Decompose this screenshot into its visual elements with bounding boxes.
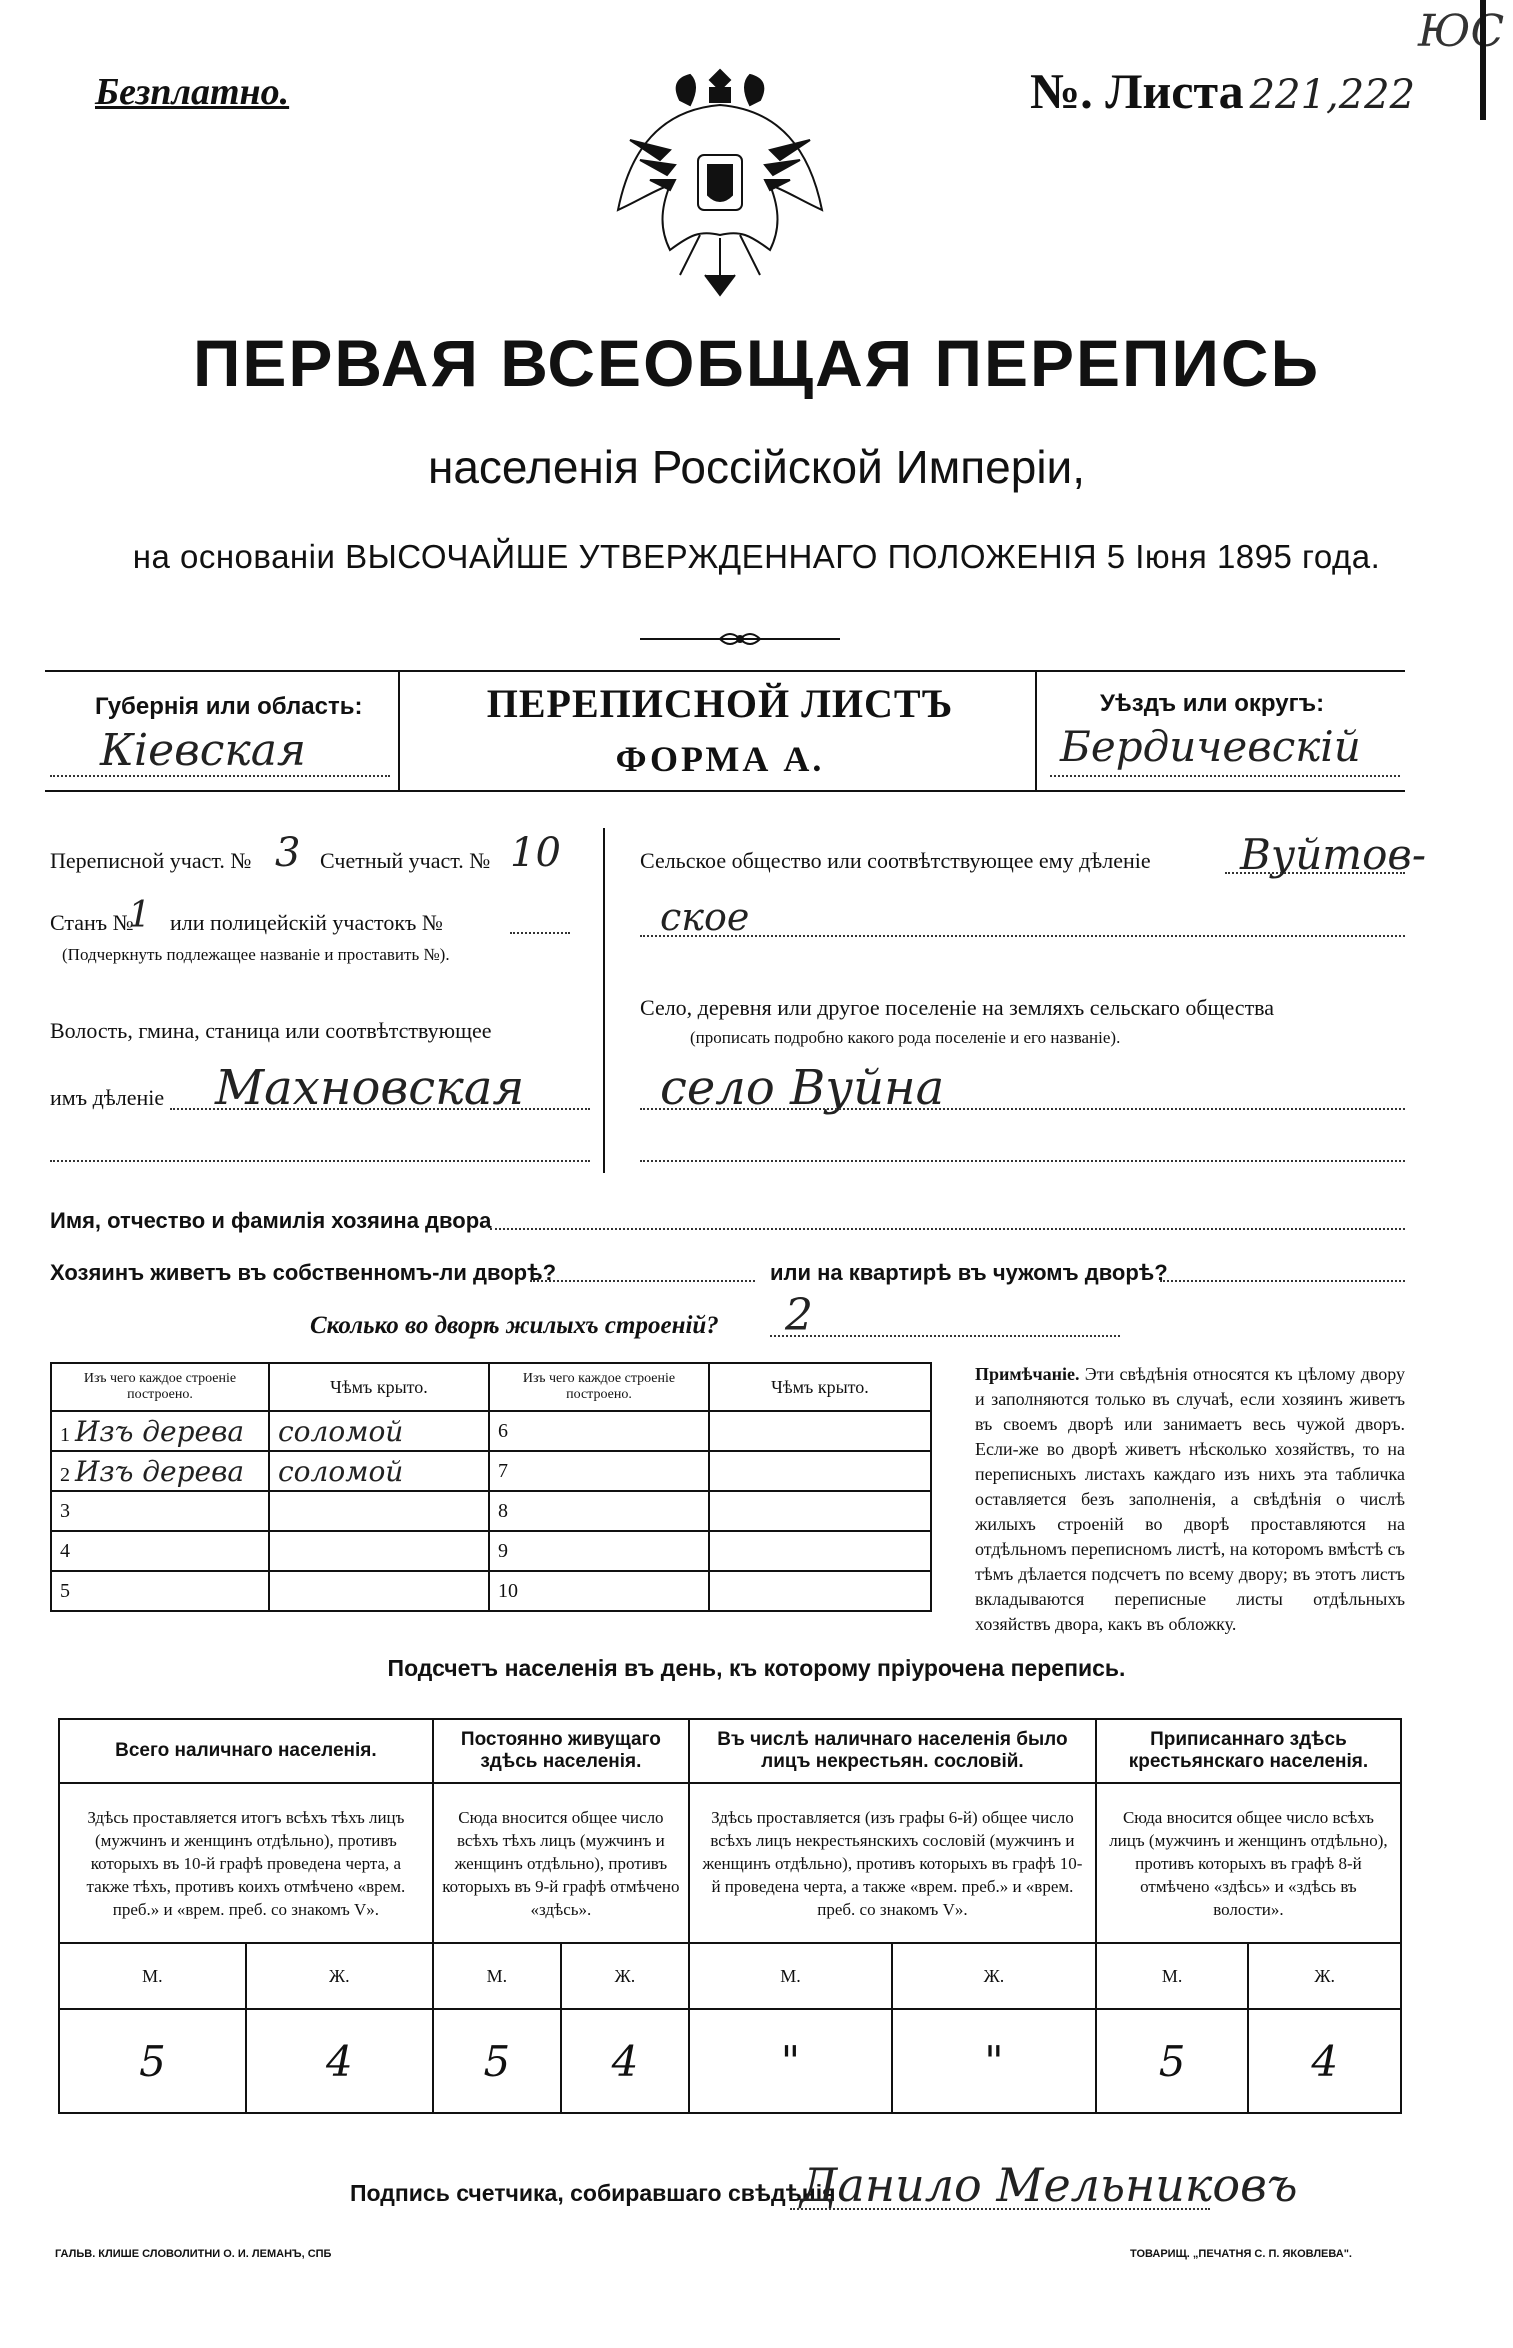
building-roof: соломой — [278, 1454, 404, 1488]
corner-handwritten-mark: ЮС — [1418, 6, 1505, 57]
total-male-value: 5 — [59, 2009, 246, 2113]
society-dotted-line-2 — [640, 935, 1405, 937]
building-number: 5 — [51, 1571, 269, 1611]
guberniya-label: Губернія или область: — [95, 693, 363, 720]
population-col-permanent-head: Постоянно живущаго здѣсь населенія. — [433, 1719, 689, 1783]
census-district-value: 3 — [275, 830, 301, 876]
buildings-row — [51, 1451, 931, 1491]
population-col-nonpeasant-head: Въ числѣ наличнаго населенія было лицъ некрестьян. сословій. — [689, 1719, 1096, 1783]
form-name: ФОРМА А. — [615, 739, 825, 779]
census-title: ПЕРВАЯ ВСЕОБЩАЯ ПЕРЕПИСЬ — [192, 326, 1321, 400]
own-yard-dotted-line — [530, 1280, 755, 1282]
guberniya-dotted-line — [50, 775, 390, 777]
buildings-col-material: Изъ чего каждое строеніе построено. — [51, 1363, 269, 1411]
buildings-note — [975, 1362, 1405, 1637]
stan-value: 1 — [128, 895, 151, 936]
ornament-divider — [640, 628, 840, 650]
volost-label-2: имъ дѣленіе — [50, 1085, 165, 1110]
building-number: 4 — [51, 1531, 269, 1571]
guberniya-value: Кіевская — [100, 725, 307, 776]
stan-note: (Подчеркнуть подлежащее названіе и проставить №). — [62, 945, 450, 964]
count-district-value: 10 — [510, 830, 561, 876]
male-label: М. — [433, 1943, 561, 2009]
male-label: М. — [59, 1943, 246, 2009]
footer-printer-right: ТОВАРИЩ. „ПЕЧАТНЯ С. П. ЯКОВЛЕВА". — [1130, 2248, 1352, 2260]
uezd-dotted-line — [1050, 775, 1400, 777]
building-number: 7 — [489, 1451, 709, 1491]
middle-section-divider — [603, 828, 605, 1173]
population-table — [58, 1718, 1402, 2114]
sheet-number-value: 221,222 — [1249, 72, 1416, 118]
female-label: Ж. — [246, 1943, 433, 2009]
count-district-label: Счетный участ. № — [320, 848, 491, 873]
volost-value: Махновская — [215, 1060, 525, 1116]
village-label: Село, деревня или другое поселеніе на земляхъ сельскаго общества — [640, 995, 1275, 1020]
building-number: 10 — [489, 1571, 709, 1611]
total-female-value: 4 — [246, 2009, 433, 2113]
buildings-table — [50, 1362, 932, 1612]
buildings-row — [51, 1491, 931, 1531]
buildings-col-roof-2: Чѣмъ крыто. — [709, 1363, 931, 1411]
uezd-value: Бердичевскій — [1060, 722, 1361, 771]
village-note: (прописать подробно какого рода поселеніе и его названіе). — [690, 1028, 1121, 1047]
form-head-bottom-rule — [45, 790, 1405, 792]
male-label: М. — [689, 1943, 892, 2009]
village-value: село Вуйна — [660, 1060, 945, 1116]
buildings-col-roof: Чѣмъ крыто. — [269, 1363, 489, 1411]
census-district-label: Переписной участ. № — [50, 848, 252, 873]
registered-female-value: 4 — [1248, 2009, 1401, 2113]
village-dotted-line-2 — [640, 1160, 1405, 1162]
society-value: Вуйтов- — [1240, 830, 1427, 879]
population-col-nonpeasant-desc: Здѣсь проставляется (изъ графы 6-й) общее число всѣхъ лицъ некрестьянскихъ сословій (мужчинъ и женщинъ отдѣльно), противъ которыхъ въ графѣ 10-й проведена черта, а также «врем. преб.» и «врем. преб. со знакомъ V». — [689, 1783, 1096, 1943]
population-col-registered-desc: Сюда вносится общее число всѣхъ лицъ (мужчинъ и женщинъ отдѣльно), противъ которыхъ въ графѣ 8-й отмѣчено «здѣсь» и «здѣсь въ волости». — [1096, 1783, 1401, 1943]
population-count-title: Подсчетъ населенія въ день, къ которому пріурочена перепись. — [387, 1655, 1126, 1681]
village-dotted-line — [640, 1108, 1405, 1110]
uezd-label: Уѣздъ или округъ: — [1100, 690, 1325, 717]
owner-name-dotted-line — [490, 1228, 1405, 1230]
building-material: Изъ дерева — [75, 1454, 245, 1488]
buildings-row — [51, 1411, 931, 1451]
free-of-charge-label: Безплатно. — [95, 71, 290, 113]
left-edge-bar — [1480, 0, 1486, 120]
building-roof: соломой — [278, 1414, 404, 1448]
signature-label: Подпись счетчика, собиравшаго свѣдѣнія — [350, 2180, 836, 2206]
sheet-number — [1030, 62, 1415, 120]
owner-name-label: Имя, отчество и фамилія хозяина двора — [50, 1208, 492, 1233]
rent-label: или на квартирѣ въ чужомъ дворѣ? — [770, 1260, 1168, 1285]
volost-label: Волость, гмина, станица или соотвѣтствующее — [50, 1018, 492, 1043]
nonpeasant-male-value: " — [689, 2009, 892, 2113]
census-subtitle: населенія Россійской Имперіи, — [427, 441, 1086, 493]
buildings-row — [51, 1531, 931, 1571]
buildings-count-value: 2 — [785, 1290, 813, 1341]
buildings-count-dotted-line — [770, 1335, 1120, 1337]
sheet-title: ПЕРЕПИСНОЙ ЛИСТЪ — [486, 681, 954, 726]
society-dotted-line — [1225, 872, 1405, 874]
permanent-male-value: 5 — [433, 2009, 561, 2113]
census-basis-line: на основаніи ВЫСОЧАЙШЕ УТВЕРЖДЕННАГО ПОЛОЖЕНІЯ 5 Іюня 1895 года. — [132, 538, 1381, 575]
nonpeasant-female-value: " — [892, 2009, 1096, 2113]
volost-dotted-line — [170, 1108, 590, 1110]
buildings-col-material-2: Изъ чего каждое строеніе построено. — [489, 1363, 709, 1411]
society-label: Сельское общество или соотвѣтствующее ему дѣленіе — [640, 848, 1151, 873]
building-number: 1 — [60, 1423, 70, 1446]
volost-dotted-line-2 — [50, 1160, 590, 1162]
building-number: 2 — [60, 1463, 70, 1486]
sheet-number-label: №. Листа — [1030, 63, 1244, 119]
double-headed-eagle-emblem — [600, 60, 840, 320]
signature-dotted-line — [790, 2208, 1210, 2210]
rent-dotted-line — [1160, 1280, 1405, 1282]
note-text: Эти свѣдѣнія относятся къ цѣлому двору и заполняются только въ случаѣ, если хозяинъ живетъ въ своемъ дворѣ или занимаетъ весь чужой дворъ. Если-же во дворѣ живетъ нѣсколько хозяйствъ, то на переписныхъ листахъ каждаго изъ нихъ эта табличка оставляется безъ заполненія, а свѣдѣнія о числѣ жилыхъ строеній во дворѣ проставляются на отдѣльномъ переписномъ листѣ, на которомъ вмѣстѣ съ тѣмъ дѣлается подсчетъ по всему двору; въ этотъ листъ вкладываются переписные листы отдѣльныхъ хозяйствъ двора, какъ въ обложку. — [975, 1364, 1406, 1634]
male-label: М. — [1096, 1943, 1249, 2009]
population-col-registered-head: Приписаннаго здѣсь крестьянскаго населенія. — [1096, 1719, 1401, 1783]
female-label: Ж. — [561, 1943, 689, 2009]
registered-male-value: 5 — [1096, 2009, 1249, 2113]
police-district-label: или полицейскій участокъ № — [170, 910, 443, 935]
building-number: 9 — [489, 1531, 709, 1571]
building-number: 6 — [489, 1411, 709, 1451]
permanent-female-value: 4 — [561, 2009, 689, 2113]
population-col-total-desc: Здѣсь проставляется итогъ всѣхъ тѣхъ лицъ (мужчинъ и женщинъ отдѣльно), противъ которыхъ въ 10-й графѣ проведена черта, а также тѣхъ, противъ коихъ отмѣчено «врем. преб.» и «врем. преб. со знакомъ V». — [59, 1783, 433, 1943]
building-number: 3 — [51, 1491, 269, 1531]
building-material: Изъ дерева — [75, 1414, 245, 1448]
note-heading: Примѣчаніе. — [975, 1364, 1080, 1384]
building-number: 8 — [489, 1491, 709, 1531]
buildings-count-label: Сколько во дворѣ жилыхъ строеній? — [310, 1312, 719, 1339]
population-col-total-head: Всего наличнаго населенія. — [59, 1719, 433, 1783]
buildings-row — [51, 1571, 931, 1611]
female-label: Ж. — [892, 1943, 1096, 2009]
society-value-2: ское — [660, 895, 750, 939]
own-yard-label: Хозяинъ живетъ въ собственномъ-ли дворѣ? — [50, 1260, 557, 1285]
enumerator-signature: Данило Мельниковъ — [800, 2158, 1298, 2212]
form-head-top-rule — [45, 670, 1405, 672]
stan-label: Станъ № — [50, 910, 134, 935]
footer-printer-left: ГАЛЬВ. КЛИШЕ СЛОВОЛИТНИ О. И. ЛЕМАНЪ, СПБ — [55, 2248, 332, 2260]
police-district-dotted-line — [510, 932, 570, 934]
population-col-permanent-desc: Сюда вносится общее число всѣхъ тѣхъ лицъ (мужчинъ и женщинъ отдѣльно), противъ которыхъ въ 9-й графѣ отмѣчено «здѣсь». — [433, 1783, 689, 1943]
female-label: Ж. — [1248, 1943, 1401, 2009]
